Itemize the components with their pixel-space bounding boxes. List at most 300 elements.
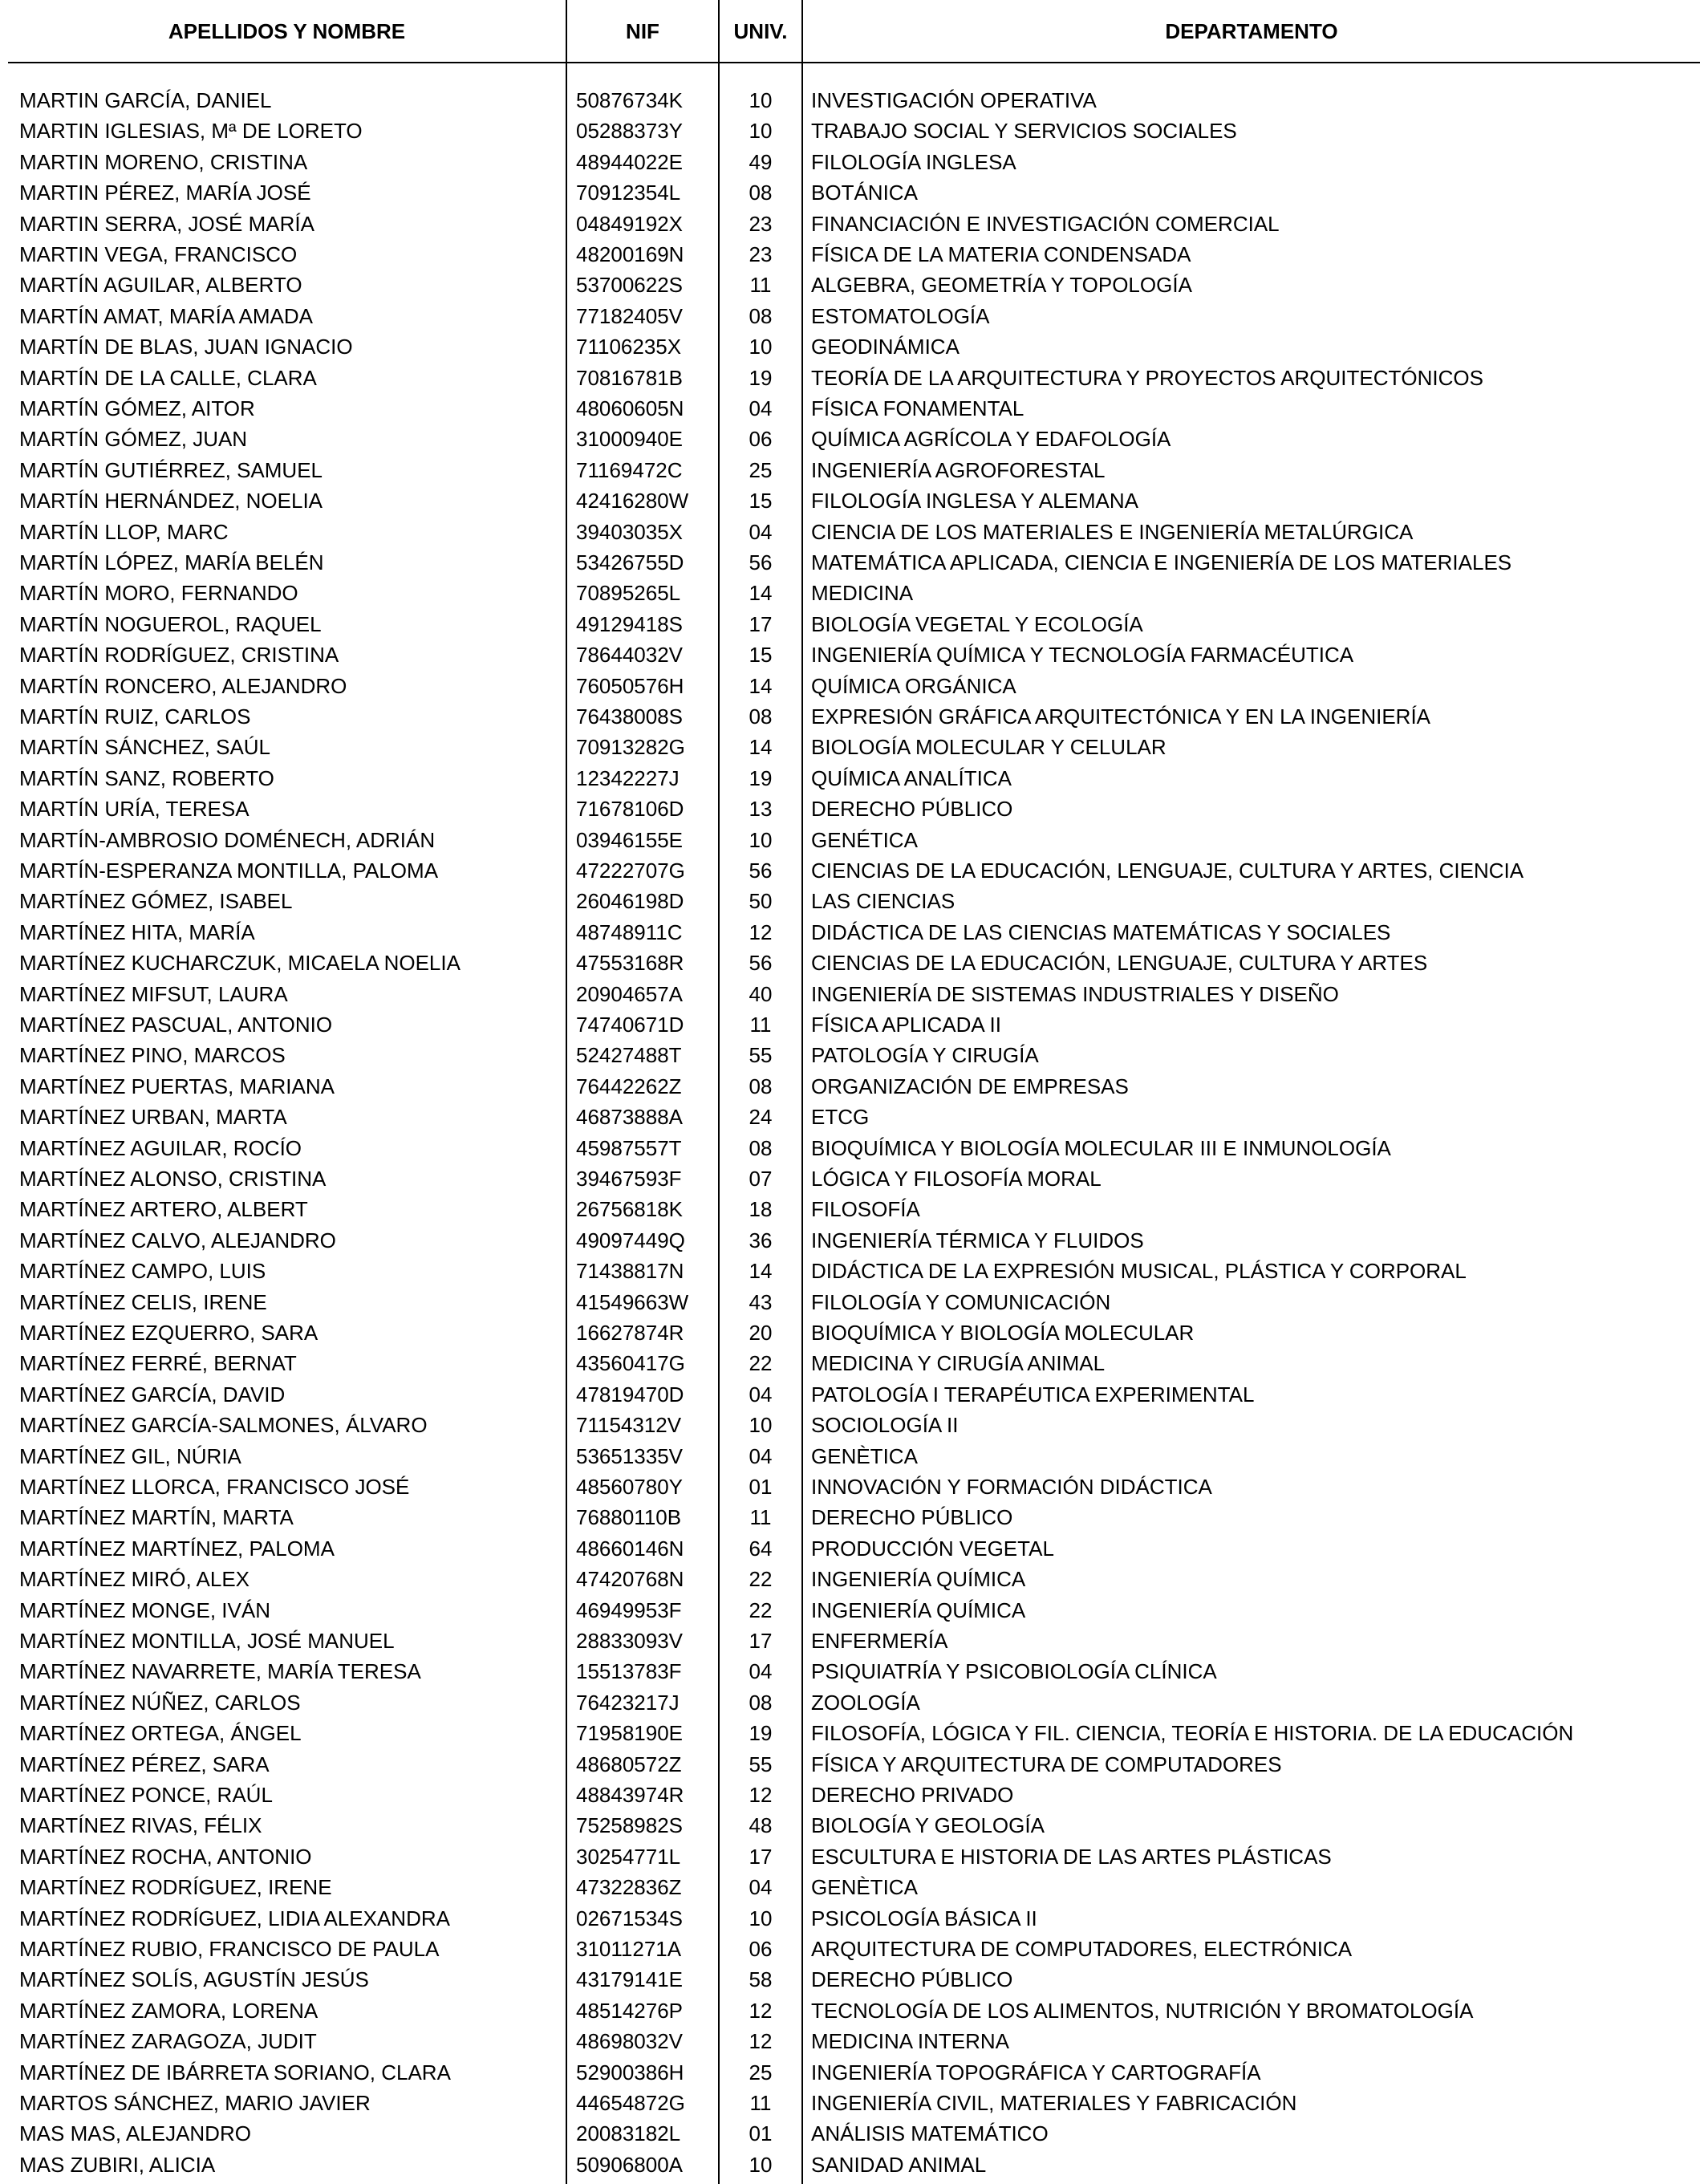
- row-name: MARTÍN SANZ, ROBERTO: [19, 765, 274, 790]
- row-univ: 48: [749, 1813, 773, 1838]
- row-nif: 45987557T: [576, 1135, 682, 1160]
- row-univ: 55: [749, 1043, 773, 1068]
- row-nif: 20904657A: [576, 981, 684, 1006]
- row-univ: 20: [749, 1321, 773, 1345]
- table-row: [0, 1102, 1700, 1132]
- row-name: MARTÍNEZ NAVARRETE, MARÍA TERESA: [19, 1659, 421, 1684]
- row-dept: SANIDAD ANIMAL: [811, 2152, 987, 2177]
- row-univ: 17: [749, 1629, 773, 1653]
- row-name: MARTÍNEZ ALONSO, CRISTINA: [19, 1167, 327, 1191]
- row-nif: 31000940E: [576, 427, 684, 452]
- row-nif: 50876734K: [576, 88, 684, 112]
- row-name: MARTÍN SÁNCHEZ, SAÚL: [19, 735, 271, 760]
- row-nif: 48944022E: [576, 149, 684, 174]
- table-row: [0, 209, 1700, 239]
- row-univ: 01: [749, 1475, 773, 1499]
- table-row: [0, 547, 1700, 578]
- row-name: MARTOS SÁNCHEZ, MARIO JAVIER: [19, 2091, 371, 2115]
- row-univ: 19: [749, 765, 773, 790]
- row-univ: 10: [749, 335, 773, 359]
- row-univ: 14: [749, 673, 773, 698]
- row-dept: DERECHO PÚBLICO: [811, 1967, 1013, 1992]
- row-dept: CIENCIAS DE LA EDUCACIÓN, LENGUAJE, CULTURA Y ARTES: [811, 951, 1428, 976]
- row-nif: 48514276P: [576, 1998, 684, 2023]
- row-dept: QUÍMICA AGRÍCOLA Y EDAFOLOGÍA: [811, 427, 1171, 452]
- row-dept: QUÍMICA ORGÁNICA: [811, 673, 1016, 698]
- row-univ: 04: [749, 1382, 773, 1407]
- row-dept: CIENCIAS DE LA EDUCACIÓN, LENGUAJE, CULTURA Y ARTES, CIENCIA: [811, 859, 1524, 883]
- row-univ: 43: [749, 1289, 773, 1314]
- row-dept: INGENIERÍA TÉRMICA Y FLUIDOS: [811, 1228, 1144, 1252]
- row-nif: 42416280W: [576, 489, 689, 514]
- row-dept: MEDICINA INTERNA: [811, 2029, 1010, 2054]
- table-row: [0, 1718, 1700, 1748]
- row-univ: 14: [749, 735, 773, 760]
- row-nif: 47819470D: [576, 1382, 684, 1407]
- row-dept: INGENIERÍA AGROFORESTAL: [811, 457, 1106, 482]
- row-dept: ESCULTURA E HISTORIA DE LAS ARTES PLÁSTICAS: [811, 1844, 1332, 1869]
- row-nif: 26756818K: [576, 1197, 684, 1222]
- row-univ: 08: [749, 1135, 773, 1160]
- row-univ: 58: [749, 1967, 773, 1992]
- row-univ: 14: [749, 1259, 773, 1284]
- row-nif: 03946155E: [576, 827, 684, 852]
- row-nif: 71154312V: [576, 1413, 682, 1438]
- row-univ: 12: [749, 2029, 773, 2054]
- row-univ: 36: [749, 1228, 773, 1252]
- row-name: MARTÍNEZ PÉREZ, SARA: [19, 1752, 270, 1776]
- row-dept: MATEMÁTICA APLICADA, CIENCIA E INGENIERÍA DE LOS MATERIALES: [811, 550, 1512, 574]
- row-univ: 11: [749, 1505, 772, 1530]
- row-dept: DERECHO PRIVADO: [811, 1783, 1014, 1807]
- row-name: MARTÍN AMAT, MARÍA AMADA: [19, 303, 313, 328]
- table-row: [0, 1810, 1700, 1841]
- table-row: [0, 1564, 1700, 1594]
- row-dept: PATOLOGÍA Y CIRUGÍA: [811, 1043, 1039, 1068]
- row-name: MARTÍNEZ GARCÍA-SALMONES, ÁLVARO: [19, 1413, 428, 1438]
- row-name: MARTÍNEZ DE IBÁRRETA SORIANO, CLARA: [19, 2060, 451, 2085]
- row-nif: 47322836Z: [576, 1875, 682, 1900]
- table-row: [0, 1749, 1700, 1780]
- row-name: MARTÍN NOGUEROL, RAQUEL: [19, 611, 322, 636]
- row-nif: 76423217J: [576, 1690, 680, 1715]
- row-nif: 39403035X: [576, 519, 684, 544]
- row-name: MARTÍNEZ MIRÓ, ALEX: [19, 1567, 250, 1592]
- row-name: MAS ZUBIRI, ALICIA: [19, 2152, 216, 2177]
- row-univ: 17: [749, 611, 773, 636]
- row-nif: 49097449Q: [576, 1228, 685, 1252]
- row-name: MARTIN VEGA, FRANCISCO: [19, 242, 298, 266]
- row-nif: 05288373Y: [576, 119, 684, 144]
- row-name: MARTÍN LÓPEZ, MARÍA BELÉN: [19, 550, 324, 574]
- row-name: MARTÍNEZ URBAN, MARTA: [19, 1105, 287, 1130]
- row-nif: 75258982S: [576, 1813, 684, 1838]
- row-name: MARTÍN RONCERO, ALEJANDRO: [19, 673, 347, 698]
- row-name: MARTÍNEZ GIL, NÚRIA: [19, 1443, 241, 1468]
- row-name: MARTIN GARCÍA, DANIEL: [19, 88, 272, 112]
- row-dept: PATOLOGÍA I TERAPÉUTICA EXPERIMENTAL: [811, 1382, 1255, 1407]
- row-univ: 15: [749, 643, 773, 668]
- table-row: [0, 1379, 1700, 1410]
- table-row: [0, 1441, 1700, 1472]
- row-dept: BIOLOGÍA VEGETAL Y ECOLOGÍA: [811, 611, 1143, 636]
- header-dept: DEPARTAMENTO: [1165, 18, 1338, 43]
- row-nif: 70816781B: [576, 365, 684, 390]
- row-nif: 50906800A: [576, 2152, 684, 2177]
- row-univ: 24: [749, 1105, 773, 1130]
- row-nif: 31011271A: [576, 1937, 682, 1961]
- row-nif: 78644032V: [576, 643, 684, 668]
- row-nif: 71106235X: [576, 335, 682, 359]
- row-dept: BOTÁNICA: [811, 181, 918, 205]
- row-univ: 06: [749, 1937, 773, 1961]
- row-univ: 07: [749, 1167, 773, 1191]
- row-univ: 04: [749, 1875, 773, 1900]
- row-univ: 04: [749, 1659, 773, 1684]
- row-dept: PSIQUIATRÍA Y PSICOBIOLOGÍA CLÍNICA: [811, 1659, 1217, 1684]
- row-univ: 49: [749, 149, 773, 174]
- row-name: MARTÍNEZ ROCHA, ANTONIO: [19, 1844, 312, 1869]
- row-name: MARTÍNEZ GÓMEZ, ISABEL: [19, 889, 293, 914]
- row-dept: FÍSICA Y ARQUITECTURA DE COMPUTADORES: [811, 1752, 1282, 1776]
- table-row: [0, 732, 1700, 762]
- row-dept: EXPRESIÓN GRÁFICA ARQUITECTÓNICA Y EN LA INGENIERÍA: [811, 704, 1431, 729]
- table-row: [0, 1595, 1700, 1626]
- row-dept: INGENIERÍA QUÍMICA Y TECNOLOGÍA FARMACÉUTICA: [811, 643, 1354, 668]
- row-name: MARTÍN HERNÁNDEZ, NOELIA: [19, 489, 323, 514]
- row-univ: 08: [749, 303, 773, 328]
- row-name: MARTÍNEZ CAMPO, LUIS: [19, 1259, 266, 1284]
- row-nif: 20083182L: [576, 2121, 681, 2146]
- table-row: [0, 1934, 1700, 1964]
- row-name: MARTÍNEZ CALVO, ALEJANDRO: [19, 1228, 336, 1252]
- row-nif: 48660146N: [576, 1536, 684, 1561]
- row-nif: 46949953F: [576, 1597, 682, 1622]
- row-univ: 06: [749, 427, 773, 452]
- row-name: MARTÍNEZ RIVAS, FÉLIX: [19, 1813, 262, 1838]
- table-row: [0, 855, 1700, 886]
- row-name: MARTIN IGLESIAS, Mª DE LORETO: [19, 119, 363, 144]
- row-name: MARTÍN RUIZ, CARLOS: [19, 704, 251, 729]
- row-univ: 13: [749, 797, 773, 822]
- row-nif: 41549663W: [576, 1289, 689, 1314]
- row-name: MARTÍNEZ NÚÑEZ, CARLOS: [19, 1690, 301, 1715]
- row-univ: 11: [749, 273, 772, 298]
- row-nif: 04849192X: [576, 211, 684, 236]
- row-dept: LÓGICA Y FILOSOFÍA MORAL: [811, 1167, 1102, 1191]
- row-dept: PRODUCCIÓN VEGETAL: [811, 1536, 1054, 1561]
- row-nif: 76442262Z: [576, 1074, 682, 1098]
- row-name: MARTÍN-ESPERANZA MONTILLA, PALOMA: [19, 859, 439, 883]
- row-nif: 28833093V: [576, 1629, 684, 1653]
- row-name: MARTÍNEZ AGUILAR, ROCÍO: [19, 1135, 302, 1160]
- table-row: [0, 1872, 1700, 1902]
- row-dept: GENÉTICA: [811, 827, 918, 852]
- row-univ: 10: [749, 827, 773, 852]
- row-name: MARTÍN GÓMEZ, JUAN: [19, 427, 248, 452]
- table-row: [0, 1656, 1700, 1687]
- table-row: [0, 1780, 1700, 1810]
- table-row: [0, 1903, 1700, 1934]
- row-nif: 74740671D: [576, 1013, 684, 1037]
- row-univ: 12: [749, 919, 773, 944]
- table-row: [0, 331, 1700, 362]
- table-row: [0, 1194, 1700, 1224]
- table-row: [0, 1225, 1700, 1256]
- row-name: MARTÍNEZ ORTEGA, ÁNGEL: [19, 1721, 302, 1746]
- row-dept: INGENIERÍA TOPOGRÁFICA Y CARTOGRAFÍA: [811, 2060, 1261, 2085]
- row-nif: 48843974R: [576, 1783, 684, 1807]
- row-nif: 47420768N: [576, 1567, 684, 1592]
- row-univ: 04: [749, 519, 773, 544]
- row-dept: TEORÍA DE LA ARQUITECTURA Y PROYECTOS ARQUITECTÓNICOS: [811, 365, 1483, 390]
- table-row: [0, 1687, 1700, 1718]
- row-name: MARTÍN GÓMEZ, AITOR: [19, 396, 255, 420]
- table-row: [0, 1533, 1700, 1564]
- row-nif: 48748911C: [576, 919, 683, 944]
- row-nif: 53700622S: [576, 273, 684, 298]
- row-nif: 44654872G: [576, 2091, 685, 2115]
- row-dept: CIENCIA DE LOS MATERIALES E INGENIERÍA METALÚRGICA: [811, 519, 1414, 544]
- row-dept: ETCG: [811, 1105, 870, 1130]
- table-row: [0, 763, 1700, 794]
- row-univ: 22: [749, 1351, 773, 1376]
- row-name: MARTÍNEZ MARTÍNEZ, PALOMA: [19, 1536, 335, 1561]
- row-nif: 77182405V: [576, 303, 684, 328]
- row-univ: 04: [749, 396, 773, 420]
- row-dept: DIDÁCTICA DE LA EXPRESIÓN MUSICAL, PLÁSTICA Y CORPORAL: [811, 1259, 1467, 1284]
- row-nif: 76438008S: [576, 704, 684, 729]
- table-row: [0, 917, 1700, 948]
- table-row: [0, 1472, 1700, 1502]
- row-univ: 04: [749, 1443, 773, 1468]
- table-row: [0, 301, 1700, 331]
- row-dept: INGENIERÍA QUÍMICA: [811, 1567, 1026, 1592]
- row-name: MARTÍNEZ ZAMORA, LORENA: [19, 1998, 318, 2023]
- row-univ: 22: [749, 1567, 773, 1592]
- row-dept: FILOSOFÍA: [811, 1197, 920, 1222]
- row-univ: 55: [749, 1752, 773, 1776]
- row-dept: DERECHO PÚBLICO: [811, 797, 1013, 822]
- table-row: [0, 2149, 1700, 2180]
- row-dept: FILOLOGÍA INGLESA Y ALEMANA: [811, 489, 1139, 514]
- row-nif: 47222707G: [576, 859, 685, 883]
- row-nif: 30254771L: [576, 1844, 681, 1869]
- row-name: MARTÍNEZ PASCUAL, ANTONIO: [19, 1013, 333, 1037]
- row-name: MARTÍN RODRÍGUEZ, CRISTINA: [19, 643, 339, 668]
- table-row: [0, 825, 1700, 855]
- row-name: MARTÍNEZ RODRÍGUEZ, IRENE: [19, 1875, 332, 1900]
- row-dept: GEODINÁMICA: [811, 335, 960, 359]
- row-univ: 56: [749, 859, 773, 883]
- table-row: [0, 239, 1700, 270]
- row-dept: FÍSICA APLICADA II: [811, 1013, 1001, 1037]
- row-nif: 71169472C: [576, 457, 683, 482]
- row-univ: 18: [749, 1197, 773, 1222]
- table-row: [0, 455, 1700, 485]
- table-row: [0, 2026, 1700, 2056]
- table-row: [0, 85, 1700, 116]
- row-nif: 43179141E: [576, 1967, 684, 1992]
- row-dept: ZOOLOGÍA: [811, 1690, 920, 1715]
- row-nif: 53651335V: [576, 1443, 684, 1468]
- row-name: MARTÍN-AMBROSIO DOMÉNECH, ADRIÁN: [19, 827, 436, 852]
- row-dept: BIOQUÍMICA Y BIOLOGÍA MOLECULAR: [811, 1321, 1195, 1345]
- row-nif: 26046198D: [576, 889, 684, 914]
- row-dept: FILOLOGÍA Y COMUNICACIÓN: [811, 1289, 1111, 1314]
- row-dept: GENÈTICA: [811, 1443, 918, 1468]
- row-dept: DIDÁCTICA DE LAS CIENCIAS MATEMÁTICAS Y SOCIALES: [811, 919, 1391, 944]
- row-name: MARTÍNEZ PUERTAS, MARIANA: [19, 1074, 335, 1098]
- row-univ: 64: [749, 1536, 773, 1561]
- row-nif: 48060605N: [576, 396, 684, 420]
- table-row: [0, 1163, 1700, 1194]
- row-name: MARTÍNEZ HITA, MARÍA: [19, 919, 255, 944]
- table-row: [0, 609, 1700, 639]
- row-dept: GENÈTICA: [811, 1875, 918, 1900]
- row-dept: QUÍMICA ANALÍTICA: [811, 765, 1012, 790]
- row-name: MARTÍNEZ ZARAGOZA, JUDIT: [19, 2029, 317, 2054]
- table-row: [0, 485, 1700, 516]
- row-univ: 12: [749, 1783, 773, 1807]
- row-name: MAS MAS, ALEJANDRO: [19, 2121, 251, 2146]
- row-nif: 70895265L: [576, 581, 681, 606]
- row-nif: 46873888A: [576, 1105, 684, 1130]
- row-univ: 08: [749, 181, 773, 205]
- row-name: MARTÍNEZ MARTÍN, MARTA: [19, 1505, 294, 1530]
- row-nif: 47553168R: [576, 951, 684, 976]
- row-nif: 71678106D: [576, 797, 684, 822]
- row-dept: INGENIERÍA CIVIL, MATERIALES Y FABRICACIÓN: [811, 2091, 1297, 2115]
- table-row: [0, 886, 1700, 916]
- table-row: [0, 1317, 1700, 1348]
- table-row: [0, 1964, 1700, 1995]
- row-univ: 11: [749, 1013, 772, 1037]
- table-row: [0, 1071, 1700, 1102]
- row-name: MARTÍNEZ GARCÍA, DAVID: [19, 1382, 286, 1407]
- row-nif: 12342227J: [576, 765, 680, 790]
- row-univ: 10: [749, 119, 773, 144]
- row-dept: ARQUITECTURA DE COMPUTADORES, ELECTRÓNICA: [811, 1937, 1353, 1961]
- row-dept: BIOLOGÍA MOLECULAR Y CELULAR: [811, 735, 1166, 760]
- row-dept: FÍSICA FONAMENTAL: [811, 396, 1024, 420]
- row-univ: 19: [749, 1721, 773, 1746]
- row-dept: MEDICINA: [811, 581, 914, 606]
- row-dept: INVESTIGACIÓN OPERATIVA: [811, 88, 1097, 112]
- row-name: MARTÍN MORO, FERNANDO: [19, 581, 298, 606]
- row-univ: 56: [749, 550, 773, 574]
- table-row: [0, 2057, 1700, 2088]
- row-univ: 56: [749, 951, 773, 976]
- row-nif: 76050576H: [576, 673, 684, 698]
- table-row: [0, 578, 1700, 608]
- row-univ: 19: [749, 365, 773, 390]
- row-name: MARTÍNEZ MONGE, IVÁN: [19, 1597, 270, 1622]
- row-nif: 49129418S: [576, 611, 684, 636]
- table-row: [0, 2088, 1700, 2118]
- row-dept: ALGEBRA, GEOMETRÍA Y TOPOLOGÍA: [811, 273, 1192, 298]
- table-row: [0, 1009, 1700, 1040]
- row-nif: 71438817N: [576, 1259, 684, 1284]
- table-row: [0, 1841, 1700, 1872]
- table-row: [0, 701, 1700, 732]
- row-dept: FÍSICA DE LA MATERIA CONDENSADA: [811, 242, 1191, 266]
- table-row: [0, 1410, 1700, 1440]
- row-name: MARTÍNEZ SOLÍS, AGUSTÍN JESÚS: [19, 1967, 369, 1992]
- row-univ: 08: [749, 704, 773, 729]
- table-row: [0, 1995, 1700, 2026]
- row-dept: DERECHO PÚBLICO: [811, 1505, 1013, 1530]
- row-dept: FILOSOFÍA, LÓGICA Y FIL. CIENCIA, TEORÍA E HISTORIA. DE LA EDUCACIÓN: [811, 1721, 1574, 1746]
- table-row: [0, 363, 1700, 393]
- table-row: [0, 517, 1700, 547]
- table-row: [0, 1133, 1700, 1163]
- row-nif: 43560417G: [576, 1351, 685, 1376]
- row-name: MARTÍNEZ CELIS, IRENE: [19, 1289, 267, 1314]
- row-name: MARTÍN DE BLAS, JUAN IGNACIO: [19, 335, 353, 359]
- row-dept: BIOLOGÍA Y GEOLOGÍA: [811, 1813, 1045, 1838]
- row-name: MARTÍNEZ PINO, MARCOS: [19, 1043, 286, 1068]
- row-dept: BIOQUÍMICA Y BIOLOGÍA MOLECULAR III E INMUNOLOGÍA: [811, 1135, 1391, 1160]
- row-univ: 10: [749, 2152, 773, 2177]
- row-name: MARTÍN LLOP, MARC: [19, 519, 229, 544]
- row-name: MARTÍNEZ LLORCA, FRANCISCO JOSÉ: [19, 1475, 410, 1499]
- table-row: [0, 1502, 1700, 1532]
- row-dept: ENFERMERÍA: [811, 1629, 948, 1653]
- row-dept: ESTOMATOLOGÍA: [811, 303, 990, 328]
- row-name: MARTÍN DE LA CALLE, CLARA: [19, 365, 317, 390]
- row-univ: 14: [749, 581, 773, 606]
- row-univ: 10: [749, 88, 773, 112]
- row-dept: TECNOLOGÍA DE LOS ALIMENTOS, NUTRICIÓN Y BROMATOLOGÍA: [811, 1998, 1474, 2023]
- row-dept: MEDICINA Y CIRUGÍA ANIMAL: [811, 1351, 1106, 1376]
- row-dept: PSICOLOGÍA BÁSICA II: [811, 1906, 1037, 1930]
- row-name: MARTÍN AGUILAR, ALBERTO: [19, 273, 302, 298]
- header-name: APELLIDOS Y NOMBRE: [168, 18, 406, 43]
- table-row: [0, 1348, 1700, 1378]
- row-nif: 15513783F: [576, 1659, 682, 1684]
- row-name: MARTÍNEZ ARTERO, ALBERT: [19, 1197, 308, 1222]
- table-row: [0, 1040, 1700, 1070]
- row-dept: ANÁLISIS MATEMÁTICO: [811, 2121, 1049, 2146]
- row-univ: 11: [749, 2091, 772, 2115]
- row-name: MARTÍNEZ FERRÉ, BERNAT: [19, 1351, 297, 1376]
- row-univ: 23: [749, 211, 773, 236]
- row-dept: ORGANIZACIÓN DE EMPRESAS: [811, 1074, 1129, 1098]
- row-name: MARTÍNEZ EZQUERRO, SARA: [19, 1321, 318, 1345]
- table-row: [0, 147, 1700, 177]
- row-nif: 76880110B: [576, 1505, 682, 1530]
- row-dept: INGENIERÍA QUÍMICA: [811, 1597, 1026, 1622]
- row-nif: 52427488T: [576, 1043, 682, 1068]
- row-nif: 52900386H: [576, 2060, 684, 2085]
- row-univ: 25: [749, 2060, 773, 2085]
- table-row: [0, 393, 1700, 424]
- table-row: [0, 794, 1700, 824]
- row-univ: 08: [749, 1074, 773, 1098]
- row-dept: SOCIOLOGÍA II: [811, 1413, 959, 1438]
- table-row: [0, 2118, 1700, 2149]
- table-row: [0, 1287, 1700, 1317]
- table-row: [0, 948, 1700, 978]
- row-dept: FINANCIACIÓN E INVESTIGACIÓN COMERCIAL: [811, 211, 1280, 236]
- table-row: [0, 116, 1700, 146]
- header-univ: UNIV.: [733, 18, 788, 43]
- row-nif: 48680572Z: [576, 1752, 682, 1776]
- table-row: [0, 671, 1700, 701]
- row-nif: 70913282G: [576, 735, 685, 760]
- row-nif: 48560780Y: [576, 1475, 684, 1499]
